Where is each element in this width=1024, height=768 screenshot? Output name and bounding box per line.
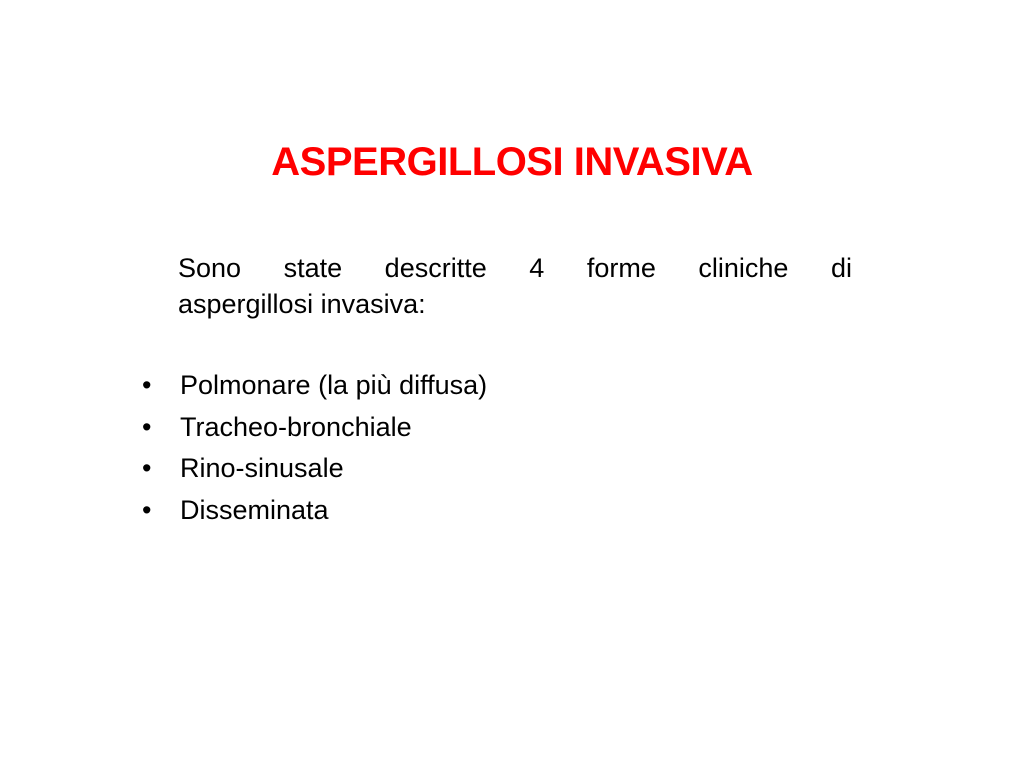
bullet-list [140,365,487,531]
bullet-icon: • [142,494,152,525]
intro-line-1: Sono state descritte 4 forme cliniche di [178,253,852,283]
bullet-icon: • [142,411,152,442]
bullet-text-tracheo-bronchiale: Tracheo-bronchiale [180,411,412,442]
list-item [140,448,487,490]
intro-line-2: aspergillosi invasiva: [178,289,426,319]
list-item [140,490,487,532]
bullet-text-rino-sinusale: Rino-sinusale [180,453,344,483]
intro-paragraph [178,250,852,322]
list-item [140,407,487,449]
list-item [140,365,487,407]
bullet-text-disseminata: Disseminata [180,494,329,525]
slide-title: ASPERGILLOSI INVASIVA [271,140,753,184]
bullet-icon: • [142,453,152,483]
bullet-icon: • [142,370,152,400]
bullet-text-polmonare: Polmonare (la più diffusa) [180,370,488,400]
